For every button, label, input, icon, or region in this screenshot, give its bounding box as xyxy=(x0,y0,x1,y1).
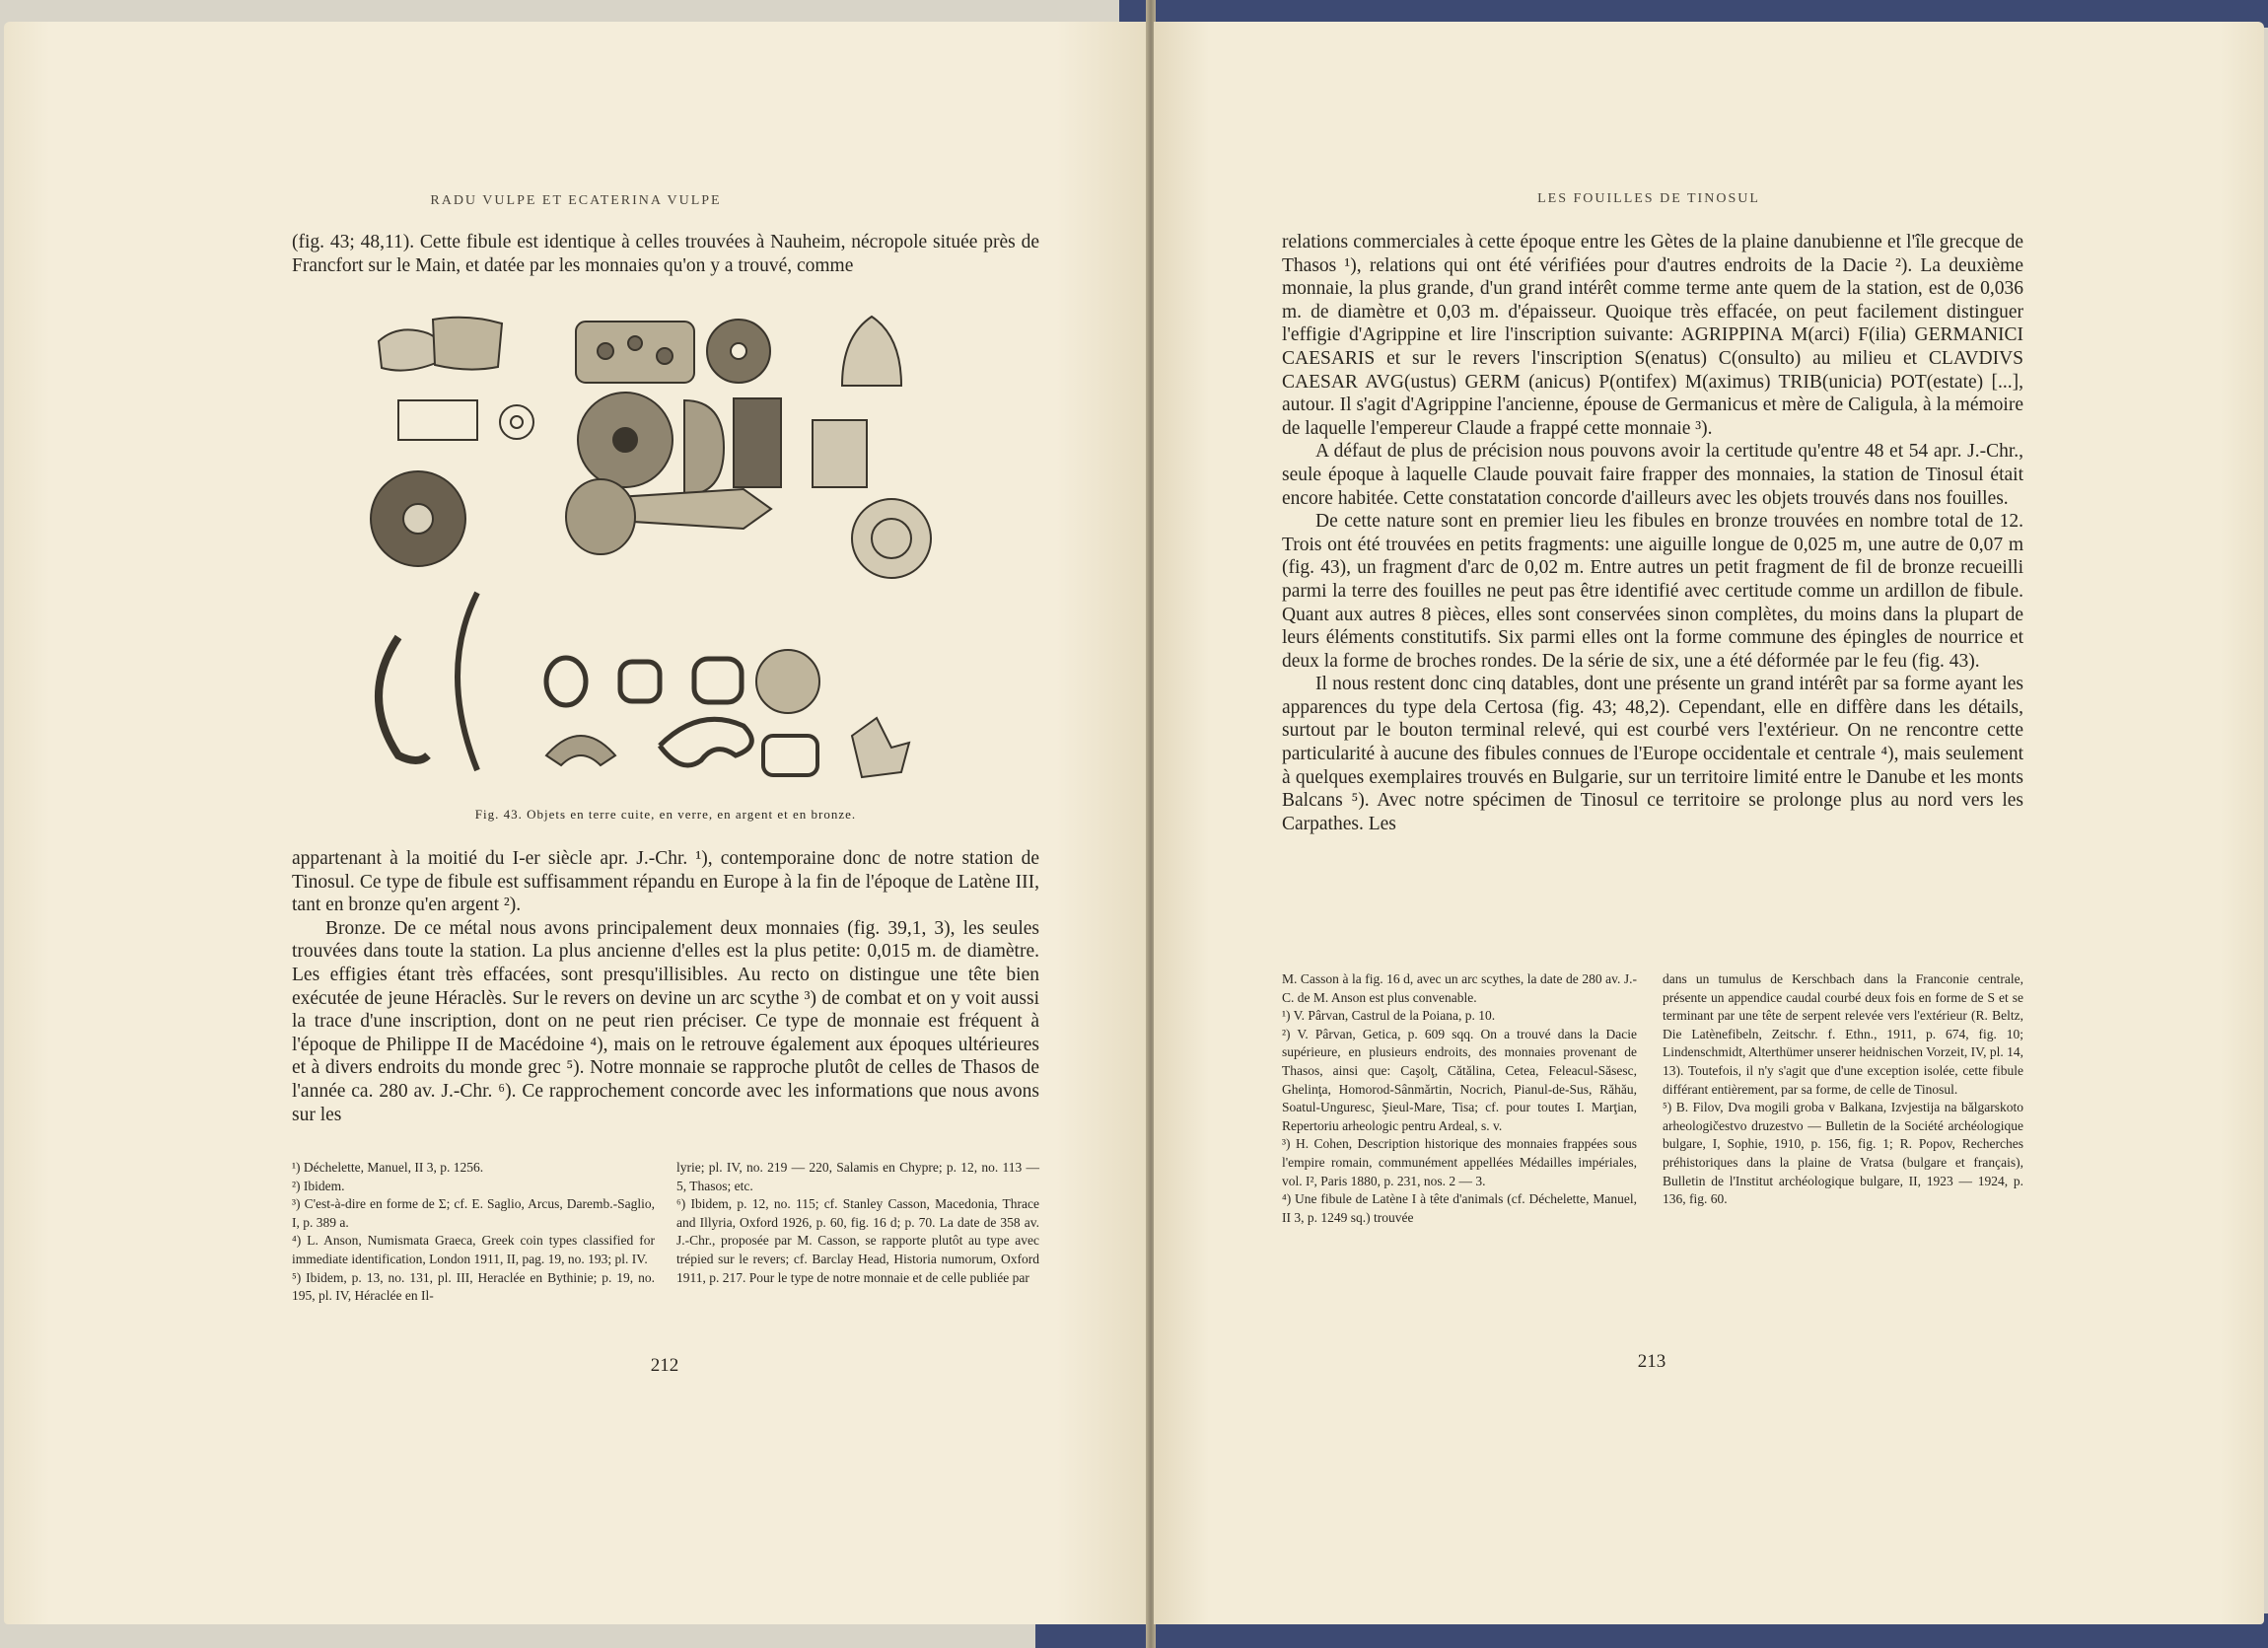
clay-weight-drawing xyxy=(842,317,901,386)
figure-caption: Fig. 43. Objets en terre cuite, en verre, en argent et en bronze. xyxy=(474,807,857,822)
running-head: RADU VULPE ET ECATERINA VULPE xyxy=(430,193,722,208)
footnotes-column-1 xyxy=(1282,970,1637,1227)
footnote: ⁵) B. Filov, Dva mogili groba v Balkana, Izvjestija na bălgarskoto arheologičestvo druzestvo — Bulletin de la Société archéologique bulgare, I, Sophie, 1910, p. 156, fig. 1; R. Popov, Recherches préhistoriques dans la plaine de Vratsa (bulgare et français), Bulletin de l'Institut archéologique bulgare, II, 1923 — 1924, p. 136, fig. 60. xyxy=(1663,1100,2023,1207)
page-number: 213 xyxy=(1637,1351,1666,1372)
spindle-whorl-drawing xyxy=(707,320,770,383)
footnote: ³) H. Cohen, Description historique des monnaies frappées sous l'empire romain, communément appellées Médailles impériales, vol. I², Paris 1880, p. 231, nos. 2 — 3. xyxy=(1282,1136,1637,1188)
paragraph-top xyxy=(292,231,1039,277)
fibula-bow-drawings xyxy=(379,593,477,770)
right-page xyxy=(1154,22,2264,1624)
paragraph: De cette nature sont en premier lieu les fibules en bronze trouvées en nombre total de 12. Trois ont été trouvées en petits fragments: une aiguille longue de 0,025 m, une autre de 0,07 m (fig. 43), un fragment d'arc de 0,02 m. Entre autres un petit fragment de fil de bronze recueilli parmi la terre des fouilles ne peut pas être identifié avec certitude comme un ardillon de fibule. Quant aux autres 8 pièces, elles sont conservées sinon complètes, du moins dans la plupart de leurs éléments constitutifs. Six parmi elles ont la forme commune des épingles de nourrice et deux la forme de broches rondes. De la série de six, une a été déformée par le feu (fig. 43). xyxy=(1282,511,2023,672)
small-ring-drawings xyxy=(546,650,819,713)
bronze-spatula-drawing xyxy=(566,479,771,554)
figure-43-plate xyxy=(339,302,1000,795)
footnote: ⁶) Ibidem, p. 12, no. 115; cf. Stanley Casson, Macedonia, Thrace and Illyria, Oxford 1926, p. 60, fig. 16 d; p. 70. La date de 358 av. J.-Chr., proposée par M. Casson, se rapporte plutôt au type avec trépied sur le revers; cf. Barclay Head, Historia numorum, Oxford 1911, p. 217. Pour le type de notre monnaie et de celle publiée par xyxy=(676,1196,1039,1285)
paragraph: Il nous restent donc cinq datables, dont une présente un grand intérêt par sa forme ayant les apparences du type dela Certosa (fig. 43; 48,2). Cependant, elle en diffère dans les détails, surtout par le bouton terminal relevé, qui est courbé vers l'extérieur. On ne rencontre cette particularité à aucune des fibules connues de l'Europe occidentale et centrale ⁴), mais seulement à quelques exemplaires trouvés en Bulgarie, sur un territoire limité entre le Danube et les monts Balcans ⁵). Avec notre spécimen de Tinosul ce territoire se prolonge plus au nord vers les Carpathes. Les xyxy=(1282,674,2023,834)
ring-bead-drawings xyxy=(398,400,533,440)
footnote: ⁴) Une fibule de Latène I à tête d'animals (cf. Déchelette, Manuel, II 3, p. 1249 sq.) trouvée xyxy=(1282,1191,1637,1225)
running-head: LES FOUILLES DE TINOSUL xyxy=(1537,191,1760,206)
footnote: ²) V. Pârvan, Getica, p. 609 sqq. On a trouvé dans la Dacie supérieure, en plusieurs endroits, des monnaies provenant de Thasos, ainsi que: Caşolţ, Cătălina, Cetea, Feleacul-Săsesc, Ghelinţa, Homorod-Sânmărtin, Nocrich, Pianul-de-Sus, Răhău, Soatul-Unguresc, Şieul-Mare, Tisa; cf. pour toutes I. Marţian, Repertoriu arheologic pentru Ardeal, s. v. xyxy=(1282,1026,1637,1133)
footnote: ⁵) Ibidem, p. 13, no. 131, pl. III, Heraclée en Bythinie; p. 19, no. 195, pl. IV, Héraclée en Il- xyxy=(292,1269,655,1304)
footnotes-column-2 xyxy=(676,1159,1039,1287)
footnote: ²) Ibidem. xyxy=(292,1178,345,1193)
paragraph: Bronze. De ce métal nous avons principalement deux monnaies (fig. 39,1, 3), les seules trouvées dans toute la station. La plus ancienne d'elles est la plus petite: 0,015 m. de diamètre. Les effigies étant très effacées, sont presqu'illisibles. Au recto on distingue une tête bien exécutée de jeune Héraclès. Sur le revers on devine un arc scythe ³) de combat et on y voit aussi la trace d'une inscription, dont on ne peut rien préciser. Ce type de monnaie est fréquent à l'époque de Philippe II de Macédoine ⁴), mais on le retrouve également aux époques ultérieures et à divers endroits du monde grec ⁵). Notre monnaie se rapproche plutôt de celles de Thasos de l'année ca. 280 av. J.-Chr. ⁶). Ce rapprochement concorde avec les informations que nous avons sur les xyxy=(292,917,1039,1125)
footnote: dans un tumulus de Kerschbach dans la Franconie centrale, présente un appendice caudal courbé deux fois en forme de S et se terminant par une tête de serpent relevée vers l'extérieur (R. Beltz, Die Latènefibeln, Zeitschr. f. Ethn., 1911, p. 674, fig. 10; Lindenschmidt, Alterthümer unserer heidnischen Vorzeit, IV, pl. 14, 13). Toutefois, il n'y s'agit que d'une exception isolée, cette fibule différant entièrement, par sa forme, de celle de Tinosul. xyxy=(1663,971,2023,1097)
left-page xyxy=(4,22,1148,1624)
paragraph-text: (fig. 43; 48,11). Cette fibule est identique à celles trouvées à Nauheim, nécropole située près de Francfort sur le Main, et datée par les monnaies qu'on y a trouvé, comme xyxy=(292,232,1039,276)
page-number: 212 xyxy=(650,1355,679,1376)
footnote: lyrie; pl. IV, no. 219 — 220, Salamis en Chypre; p. 12, no. 113 — 5, Thasos; etc. xyxy=(676,1160,1039,1193)
footnote: M. Casson à la fig. 16 d, avec un arc scythes, la date de 280 av. J.-C. de M. Anson est plus convenable. xyxy=(1282,971,1637,1005)
paragraph: relations commerciales à cette époque entre les Gètes de la plaine danubienne et l'île grecque de Thasos ¹), relations qui ont été vérifiées pour d'autres endroits de la Dacie ²). La deuxième monnaie, la plus grande, d'un grand intérêt comme terme ante quem de la station, est de 0,036 m. de diamètre et 0,03 m. d'épaisseur. Quoique très effacée, on peut facilement distinguer l'effigie d'Agrippine et lire l'inscription suivante: AGRIPPINA M(arci) F(ilia) GERMANICI CAESARIS et sur le revers l'inscription S(enatus) C(onsulto) au milieu et CLAVDIVS CAESAR AVG(ustus) GERM (anicus) P(ontifex) M(aximus) TRIB(unicia) POT(estate) [...], autour. Il s'agit d'Agrippine l'ancienne, épouse de Germanicus et mère de Caligula, à la mémoire de laquelle l'empereur Claude a frappé cette monnaie ³). xyxy=(1282,232,2023,439)
fibula-fragment-drawing xyxy=(379,318,502,371)
ring-drawings xyxy=(852,499,931,578)
footnote: ⁴) L. Anson, Numismata Graeca, Greek coin types classified for immediate identification, London 1911, II, pag. 19, no. 193; pl. IV. xyxy=(292,1233,655,1266)
footnotes-column-2 xyxy=(1663,970,2023,1209)
decorated-bead-drawing xyxy=(371,471,465,566)
fibula-certosa-drawings xyxy=(546,718,909,777)
footnote: ¹) V. Pârvan, Castrul de la Poiana, p. 10. xyxy=(1282,1008,1496,1024)
paragraph: appartenant à la moitié du I-er siècle apr. J.-Chr. ¹), contemporaine donc de notre station de Tinosul. Ce type de fibule est suffisamment répandu en Europe à la fin de l'époque de Latène III, tant en bronze qu'en argent ²). xyxy=(292,848,1039,916)
footnotes-column-1 xyxy=(292,1159,655,1306)
footnote: ³) C'est-à-dire en forme de Σ; cf. E. Saglio, Arcus, Daremb.-Saglio, I, p. 389 a. xyxy=(292,1196,655,1230)
large-bead-drawings xyxy=(578,393,867,495)
paragraph: A défaut de plus de précision nous pouvons avoir la certitude qu'entre 48 et 54 apr. J.-Chr., seule époque à laquelle Claude pouvait faire frapper des monnaies, la station de Tinosul était encore habitée. Cette constatation concorde d'ailleurs avec les objets trouvés dans nos fouilles. xyxy=(1282,441,2023,509)
right-main-text xyxy=(1282,231,2023,835)
left-main-text xyxy=(292,847,1039,1126)
footnote: ¹) Déchelette, Manuel, II 3, p. 1256. xyxy=(292,1160,484,1175)
glass-bead-drawing xyxy=(576,322,694,383)
